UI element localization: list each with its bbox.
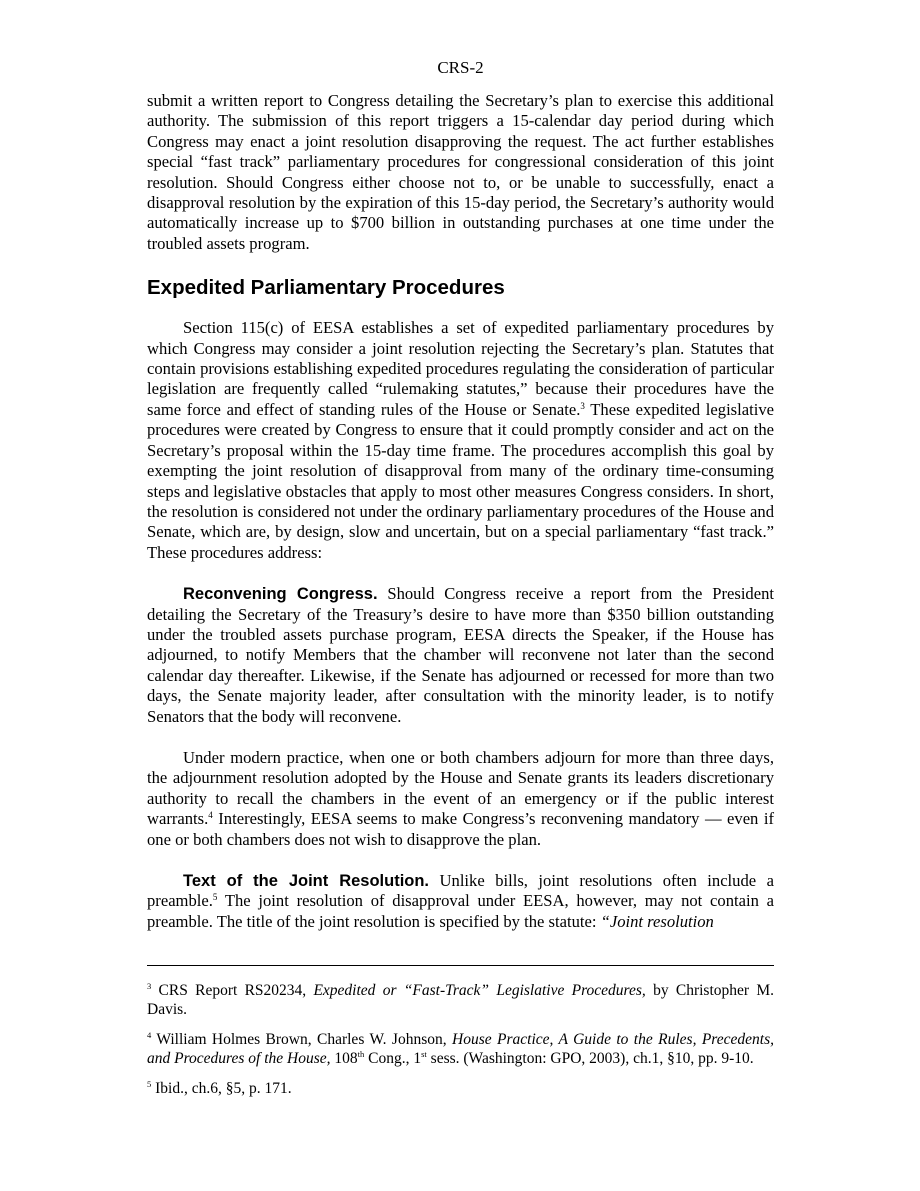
footnote-5 <box>147 1079 774 1098</box>
footnote-text: CRS Report RS20234, <box>151 982 314 1000</box>
footnote-text: by Christopher M. Davis. <box>147 982 774 1019</box>
footnote-text: William Holmes Brown, Charles W. Johnson, <box>151 1031 453 1049</box>
footnote-number: 3 <box>147 981 152 992</box>
section-paragraph-text-cont: These expedited legislative procedures were created by Congress to ensure that it could promptly consider and act on the Secretary’s proposal within the 15-day time frame. The procedures accomplish this goal by exempting the joint resolution of disapproval from many of the ordinary time-consuming steps and legislative obstacles that apply to most other measures Congress considers. In short, the resolution is considered not under the ordinary parliamentary procedures of the House and Senate, which are, by design, slow and uncertain, but on a special parliamentary “fast track.” These procedures address: <box>147 399 774 562</box>
reconvening-heading: Reconvening Congress. <box>183 585 378 604</box>
document-page <box>147 0 774 1109</box>
modern-practice-text: Under modern practice, when one or both chambers adjourn for more than three days, the adjournment resolution adopted by the House and Senate grants its leaders discretionary authority to recall the chambers in the event of an emergency or if the public interest warrants. <box>147 747 774 829</box>
joint-resolution-heading: Text of the Joint Resolution. <box>183 872 430 890</box>
modern-practice-text-cont: Interestingly, EESA seems to make Congress’s reconvening mandatory — even if one or both chambers does not wish to disapprove the plan. <box>147 809 774 849</box>
section-paragraph <box>147 318 774 563</box>
reconvening-paragraph <box>147 584 774 727</box>
section-heading: Expedited Parliamentary Procedures <box>147 276 505 300</box>
footnote-ref-3[interactable]: 3 <box>580 400 585 411</box>
footnote-ref-5[interactable]: 5 <box>212 892 218 903</box>
footnote-text: Ibid., ch.6, §5, p. 171. <box>151 1080 292 1098</box>
footnote-text: 108 <box>330 1050 358 1068</box>
footnote-italic-title: House Practice, A Guide to the Rules, Precedents, and Procedures of the House, <box>147 1031 774 1068</box>
modern-practice-paragraph <box>147 748 774 850</box>
joint-resolution-paragraph <box>147 871 774 932</box>
footnote-3 <box>147 981 774 1019</box>
footnote-ref-4[interactable]: 4 <box>208 810 213 821</box>
footnote-separator <box>147 965 774 966</box>
section-paragraph-text: Section 115(c) of EESA establishes a set of expedited parliamentary procedures by which Congress may consider a joint resolution rejecting the Secretary’s plan. Statutes that contain provisions establishing expedited procedures regulating the consideration of particular legislation are frequently called “rulemaking statutes,” because their procedures have the same force and effect of standing rules of the House or Senate. <box>147 318 774 419</box>
ordinal-suffix: th <box>357 1049 365 1060</box>
footnote-italic-title: Expedited or “Fast-Track” Legislative Procedures, <box>313 982 646 1000</box>
footnote-text: sess. (Washington: GPO, 2003), ch.1, §10, pp. 9-10. <box>426 1050 754 1068</box>
intro-paragraph: submit a written report to Congress detailing the Secretary’s plan to exercise this additional authority. The submission of this report triggers a 15-calendar day period during which Congress may enact a joint resolution disapproving the request. The act further establishes special “fast track” parliamentary procedures for congressional consideration of this joint resolution. Should Congress either choose not to, or be unable to successfully, enact a disapproval resolution by the expiration of this 15-day period, the Secretary’s authority would automatically increase up to $700 billion in outstanding purchases at one time under the troubled assets program. <box>147 91 774 253</box>
footnote-4 <box>147 1030 774 1068</box>
joint-resolution-text: Unlike bills, joint resolutions often include a preamble. <box>147 871 774 911</box>
reconvening-text: Should Congress receive a report from the President detailing the Secretary of the Treasury’s desire to have more than $350 billion outstanding under the troubled assets purchase program, EESA directs the Speaker, if the House has adjourned, to notify Members that the chamber will reconvene not later than the second calendar day thereafter. Likewise, if the Senate has adjourned or recessed for more than two days, the Senate majority leader, after consultation with the minority leader, is to notify Senators that the body will reconvene. <box>147 584 774 726</box>
joint-resolution-text-cont: The joint resolution of disapproval under EESA, however, may not contain a preamble. The title of the joint resolution is specified by the statute: <box>147 891 774 931</box>
footnote-number: 5 <box>147 1079 152 1090</box>
page-number-header: CRS-2 <box>437 58 484 77</box>
footnote-text: Cong., 1 <box>364 1050 422 1068</box>
footnote-number: 4 <box>147 1030 152 1041</box>
joint-resolution-title-quote: “Joint resolution <box>600 911 714 931</box>
ordinal-suffix: st <box>421 1049 427 1060</box>
